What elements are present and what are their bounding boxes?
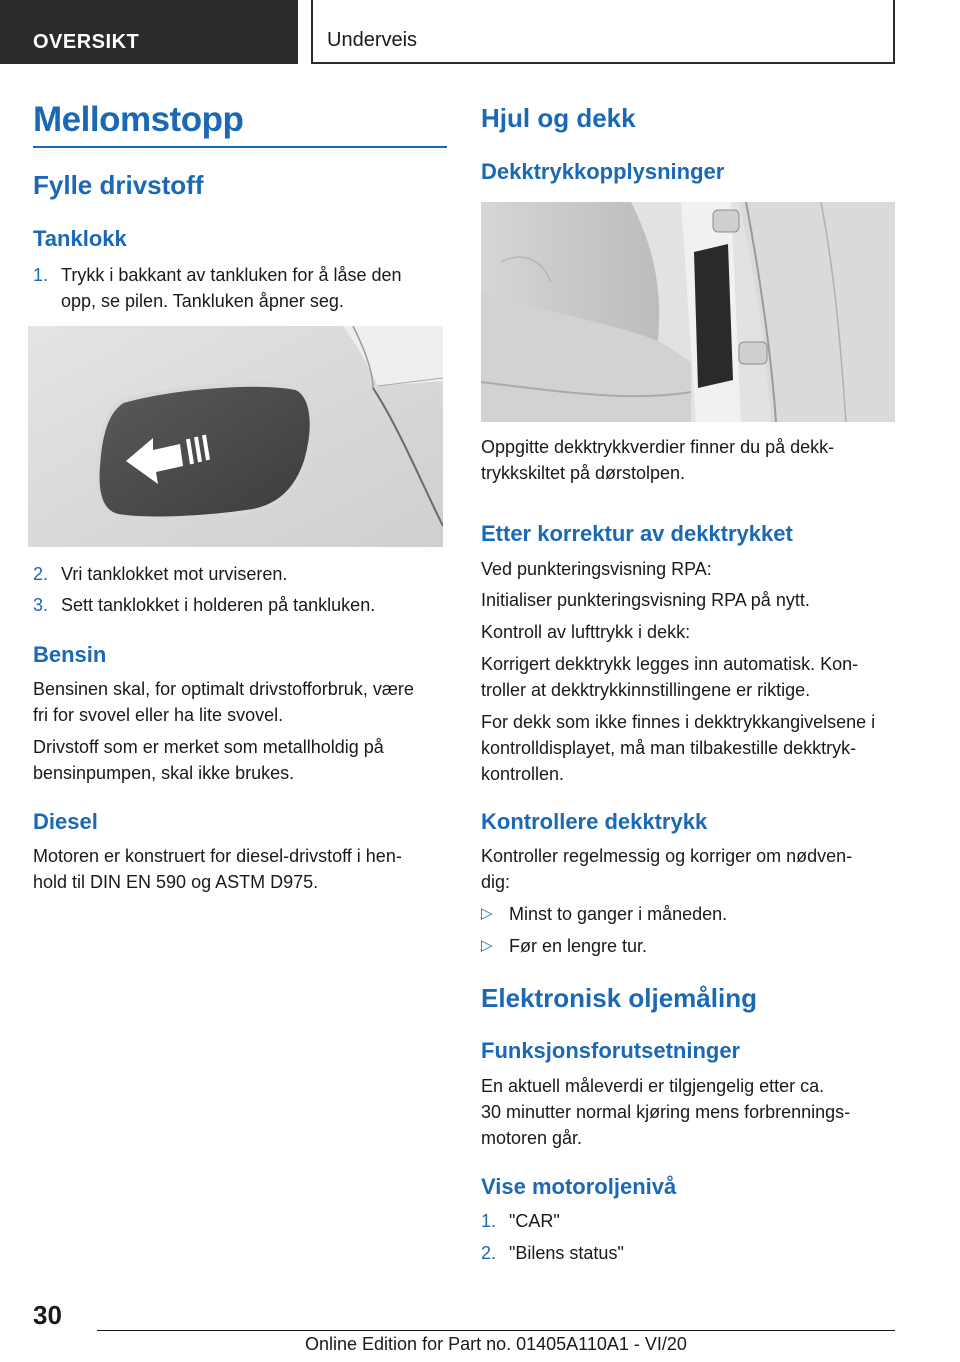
section-title-fylle-drivstoff: Fylle drivstoff bbox=[33, 170, 204, 200]
triangle-bullet-icon: ▷ bbox=[481, 905, 493, 922]
text-line: Korrigert dekktrykk legges inn automatisk. Kon- bbox=[481, 654, 859, 674]
text-line: dig: bbox=[481, 872, 511, 892]
korrektur-paragraph-for-dekk bbox=[481, 709, 875, 787]
text-line: For dekk som ikke finnes i dekktrykkangivelsene i bbox=[481, 712, 876, 732]
step-text bbox=[61, 262, 402, 314]
text-line: En aktuell måleverdi er tilgjengelig etter ca. bbox=[481, 1076, 825, 1096]
section-tab-oversikt[interactable]: OVERSIKT bbox=[0, 0, 298, 64]
tire-pressure-label-illustration bbox=[481, 202, 895, 422]
subsection-title-bensin: Bensin bbox=[33, 642, 107, 667]
text-line: Kontroller regelmessig og korriger om nødven- bbox=[481, 846, 853, 866]
korrektur-line-1: Ved punkteringsvisning RPA: bbox=[481, 559, 712, 579]
section-title-hjul-og-dekk: Hjul og dekk bbox=[481, 103, 636, 133]
bullet-text: Minst to ganger i måneden. bbox=[509, 904, 728, 924]
korrektur-line-2: Initialiser punkteringsvisning RPA på nytt. bbox=[481, 590, 810, 610]
subsection-title-etter-korrektur: Etter korrektur av dekktrykket bbox=[481, 521, 793, 546]
step-line: opp, se pilen. Tankluken åpner seg. bbox=[61, 291, 344, 311]
text-line: kontrollen. bbox=[481, 764, 565, 784]
text-line: Bensinen skal, for optimalt drivstofforbruk, være bbox=[33, 679, 414, 699]
section-title-elektronisk-oljemaling: Elektronisk oljemåling bbox=[481, 983, 757, 1013]
triangle-bullet-icon: ▷ bbox=[481, 937, 493, 954]
subsection-title-funksjonsforutsetninger: Funksjonsforutsetninger bbox=[481, 1038, 741, 1063]
text-line: fri for svovel eller ha lite svovel. bbox=[33, 705, 284, 725]
step-text: "Bilens status" bbox=[509, 1243, 624, 1263]
text-line: Motoren er konstruert for diesel-drivstoff i hen- bbox=[33, 846, 402, 866]
diesel-paragraph bbox=[33, 843, 402, 895]
korrektur-paragraph-korrigert bbox=[481, 651, 858, 703]
subsection-title-diesel: Diesel bbox=[33, 809, 98, 834]
bullet-text: Før en lengre tur. bbox=[509, 936, 648, 956]
text-line: trykkskiltet på dørstolpen. bbox=[481, 463, 686, 483]
text-line: Oppgitte dekktrykkverdier finner du på dekk- bbox=[481, 437, 835, 457]
step-number: 1. bbox=[481, 1211, 497, 1231]
chapter-title: Mellomstopp bbox=[33, 100, 447, 148]
step-line: Trykk i bakkant av tankluken for å låse den bbox=[61, 265, 402, 285]
text-line: motoren går. bbox=[481, 1128, 583, 1148]
bensin-paragraph-1 bbox=[33, 676, 414, 728]
funksjon-paragraph bbox=[481, 1073, 850, 1151]
step-number: 2. bbox=[33, 564, 49, 584]
step-number: 2. bbox=[481, 1243, 497, 1263]
subsection-title-tanklokk: Tanklokk bbox=[33, 226, 127, 251]
text-line: troller at dekktrykkinnstillingene er riktige. bbox=[481, 680, 811, 700]
step-text: Sett tanklokket i holderen på tankluken. bbox=[61, 595, 376, 615]
subsection-title-dekktrykkopplysninger: Dekktrykkopplysninger bbox=[481, 159, 725, 184]
subsection-title-kontrollere-dekktrykk: Kontrollere dekktrykk bbox=[481, 809, 708, 834]
text-line: Drivstoff som er merket som metallholdig på bbox=[33, 737, 384, 757]
page-number: 30 bbox=[33, 1300, 62, 1330]
bensin-paragraph-2 bbox=[33, 734, 384, 786]
footer-divider bbox=[97, 1330, 895, 1331]
footer-edition: Online Edition for Part no. 01405A110A1 - VI/20 bbox=[305, 1334, 687, 1354]
text-line: kontrolldisplayet, må man tilbakestille dekktryk- bbox=[481, 738, 857, 758]
step-number: 3. bbox=[33, 595, 49, 615]
chapter-tab-underveis[interactable]: Underveis bbox=[311, 0, 895, 64]
step-text: Vri tanklokket mot urviseren. bbox=[61, 564, 288, 584]
text-line: bensinpumpen, skal ikke brukes. bbox=[33, 763, 295, 783]
step-text: "CAR" bbox=[509, 1211, 560, 1231]
subsection-title-vise-motoroljeniva: Vise motoroljenivå bbox=[481, 1174, 677, 1199]
dekktrykk-caption bbox=[481, 434, 834, 486]
text-line: 30 minutter normal kjøring mens forbrennings- bbox=[481, 1102, 851, 1122]
kontrollere-paragraph bbox=[481, 843, 852, 895]
step-number: 1. bbox=[33, 265, 49, 285]
text-line: hold til DIN EN 590 og ASTM D975. bbox=[33, 872, 319, 892]
fuel-flap-illustration bbox=[28, 326, 443, 547]
korrektur-line-3: Kontroll av lufttrykk i dekk: bbox=[481, 622, 691, 642]
